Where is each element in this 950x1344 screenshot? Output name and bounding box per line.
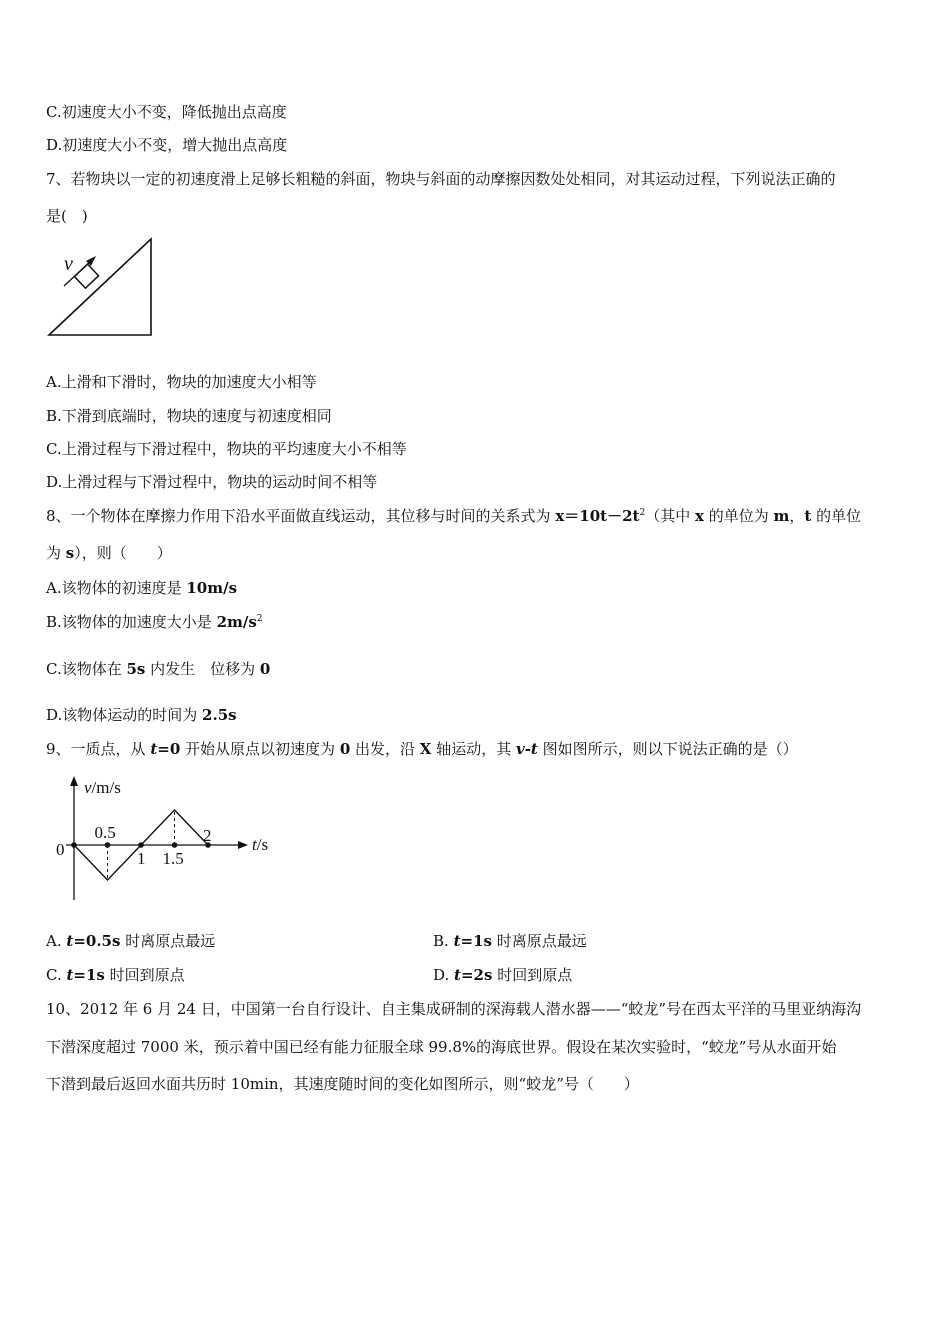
q8-option-a: A.该物体的初速度是 10m/s bbox=[46, 579, 238, 597]
q9-option-a: A. t=0.5s 时离原点最远 bbox=[46, 932, 216, 950]
velocity-label: v bbox=[64, 253, 73, 275]
axis-point-0.5 bbox=[105, 842, 111, 848]
q9-option-b: B. t=1s 时离原点最远 bbox=[433, 932, 587, 950]
origin-label: 0 bbox=[56, 840, 65, 859]
q7-stem-end: 是( ) bbox=[46, 207, 88, 225]
y-axis-arrowhead bbox=[70, 776, 78, 786]
q7-incline-figure bbox=[40, 230, 160, 345]
x-axis-label: t/s bbox=[252, 835, 269, 854]
x-axis-arrowhead bbox=[238, 841, 248, 849]
block bbox=[74, 264, 98, 288]
q10-stem-line2: 下潜深度超过 7000 米，预示着中国已经有能力征服全球 99.8%的海底世界。假设在某次实验时，“蛟龙”号从水面开始 bbox=[46, 1038, 837, 1056]
q8-stem: 8、一个物体在摩擦力作用下沿水平面做直线运动，其位移与时间的关系式为 $x=10t-2t^2$（其中 x 的单位为 m，t 的单位 bbox=[46, 507, 862, 525]
q10-stem-line3: 下潜到最后返回水面共历时 10min，其速度随时间的变化如图所示，则“蛟龙”号（ ） bbox=[46, 1075, 639, 1093]
axis-point-1 bbox=[138, 842, 144, 848]
q7-option-a: A.上滑和下滑时，物块的加速度大小相等 bbox=[46, 373, 317, 391]
q7-option-d: D.上滑过程与下滑过程中，物块的运动时间不相等 bbox=[46, 473, 378, 491]
axis-point-1.5 bbox=[172, 842, 178, 848]
axis-point-0 bbox=[71, 842, 77, 848]
q8-option-c: C.该物体在 5s 内发生 位移为 0 bbox=[46, 660, 271, 678]
q9-stem: 9、一质点，从 t=0 开始从原点以初速度为 0 出发，沿 X 轴运动，其 v-t 图如图所示，则以下说法正确的是（） bbox=[46, 740, 798, 758]
q8-option-b: B.该物体的加速度大小是 $2m/s^2$ bbox=[46, 613, 263, 631]
q7-option-b: B.下滑到底端时，物块的速度与初速度相同 bbox=[46, 407, 332, 425]
q9-option-d: D. t=2s 时回到原点 bbox=[433, 966, 573, 984]
q8-stem-end: 为 s），则（ ） bbox=[46, 544, 172, 562]
prev-option-d: D.初速度大小不变，增大抛出点高度 bbox=[46, 136, 288, 154]
q7-option-c: C.上滑过程与下滑过程中，物块的平均速度大小不相等 bbox=[46, 440, 407, 458]
q7-stem: 7、若物块以一定的初速度滑上足够长粗糙的斜面，物块与斜面的动摩擦因数处处相同，对其运动过程，下列说法正确的 bbox=[46, 170, 836, 188]
tick-label-1: 1 bbox=[137, 849, 146, 868]
prev-option-c: C.初速度大小不变，降低抛出点高度 bbox=[46, 103, 287, 121]
tick-label-2: 2 bbox=[203, 826, 212, 845]
y-axis-label: v/m/s bbox=[84, 778, 121, 797]
tick-label-0.5: 0.5 bbox=[94, 823, 116, 842]
tick-label-1.5: 1.5 bbox=[162, 849, 184, 868]
q10-stem-line1: 10、2012 年 6 月 24 日，中国第一台自行设计、自主集成研制的深海载人潜水器——“蛟龙”号在西太平洋的马里亚纳海沟 bbox=[46, 1000, 862, 1018]
q8-option-d: D.该物体运动的时间为 2.5s bbox=[46, 706, 237, 724]
q9-vt-graph bbox=[50, 772, 290, 907]
q9-option-c: C. t=1s 时回到原点 bbox=[46, 966, 185, 984]
